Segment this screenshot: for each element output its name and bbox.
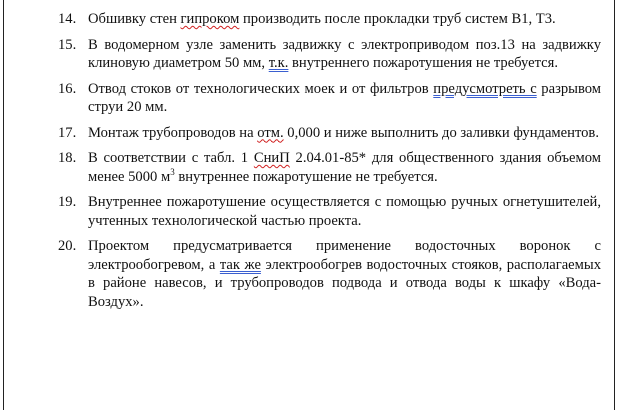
text-run: Проектом предусматривается применение водосточных воронок с электрообогревом, а bbox=[88, 238, 601, 273]
text-run: Монтаж трубопроводов на bbox=[88, 124, 258, 141]
text-run: разрывом струи 20 мм. bbox=[88, 80, 601, 115]
text-run: внутреннего пожаротушения не требуется. bbox=[288, 55, 559, 71]
grammar-flag: предусмотреть с bbox=[433, 80, 537, 97]
superscript: 3 bbox=[170, 166, 175, 177]
note-number: 20. bbox=[58, 238, 77, 254]
text-run: 0,000 и ниже выполнить до заливки фундаментов. bbox=[283, 124, 599, 141]
text-run: Внутреннее пожаротушение осуществляется с помощью ручных огнетушителей, учтенных технологической частью проекта. bbox=[88, 194, 601, 229]
note-number: 18. bbox=[58, 150, 77, 166]
note-text bbox=[88, 36, 601, 73]
note-item bbox=[58, 237, 601, 311]
text-run: производить после прокладки труб систем В1, Т3. bbox=[239, 11, 556, 27]
note-item bbox=[58, 10, 601, 29]
note-text bbox=[88, 80, 601, 117]
note-text bbox=[88, 10, 601, 29]
spelling-flag: отм. bbox=[257, 124, 284, 141]
note-text bbox=[88, 149, 601, 186]
note-item bbox=[58, 149, 601, 186]
text-run: Обшивку стен bbox=[88, 11, 181, 27]
note-number: 17. bbox=[58, 124, 77, 141]
text-run: В водомерном узле заменить задвижку с электроприводом поз.13 на задвижку клиновую диаметром 50 мм, bbox=[88, 36, 601, 71]
note-item bbox=[58, 193, 601, 230]
note-number: 19. bbox=[58, 194, 77, 210]
note-item bbox=[58, 80, 601, 117]
spelling-flag: гипроком bbox=[180, 11, 240, 27]
note-item bbox=[58, 36, 601, 73]
note-number: 15. bbox=[58, 36, 77, 53]
note-text bbox=[88, 124, 601, 143]
note-item bbox=[58, 124, 601, 143]
notes-list bbox=[58, 10, 601, 318]
text-run: Отвод стоков от технологических моек и от фильтров bbox=[88, 80, 434, 97]
spelling-flag: СниП bbox=[253, 150, 290, 166]
text-run: В соответствии с табл. 1 bbox=[88, 150, 254, 166]
note-number: 16. bbox=[58, 80, 77, 97]
note-text bbox=[88, 193, 601, 230]
text-run: 2.04.01-85* для общественного здания объемом менее 5000 м bbox=[88, 150, 601, 185]
note-text bbox=[88, 237, 601, 311]
text-run: внутреннее пожаротушение не требуется. bbox=[174, 168, 438, 185]
grammar-flag: т.к. bbox=[268, 55, 289, 71]
note-number: 14. bbox=[58, 11, 77, 27]
text-run: электрообогрев водосточных стояков, располагаемых в районе навесов, и трубопроводов подвода и отвода воды к шкафу «Вода-Воздух». bbox=[88, 256, 601, 310]
grammar-flag: так же bbox=[219, 256, 261, 273]
